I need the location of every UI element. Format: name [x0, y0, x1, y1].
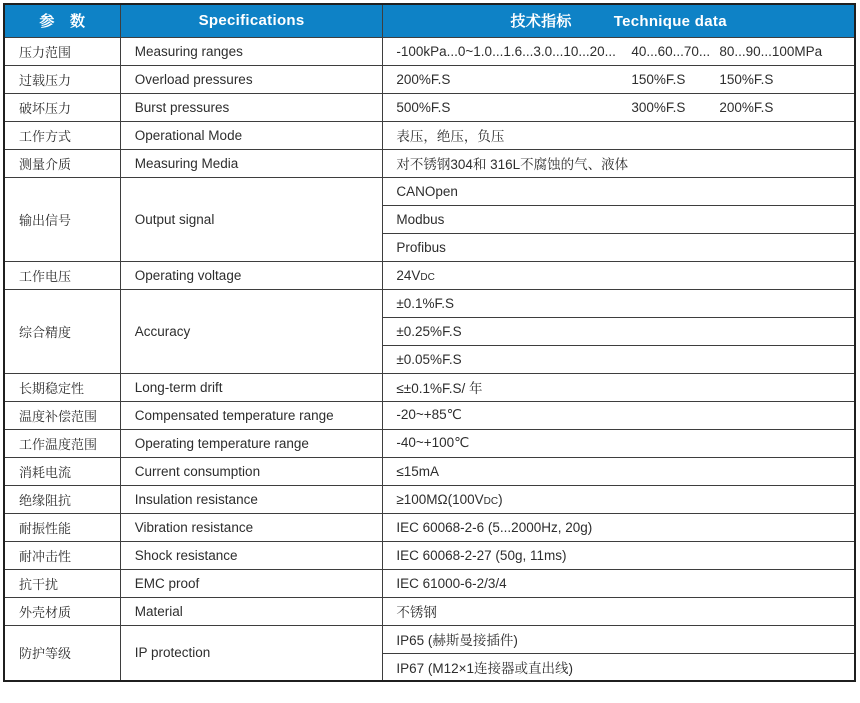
value-cell: IP65 (赫斯曼接插件) — [383, 625, 855, 653]
spec-cell: Compensated temperature range — [120, 401, 383, 429]
param-cell: 工作方式 — [4, 121, 120, 149]
param-cell: 防护等级 — [4, 625, 120, 681]
table-row — [4, 289, 855, 317]
spec-cell: IP protection — [120, 625, 383, 681]
table-row — [4, 429, 855, 457]
header-technique-data — [383, 4, 855, 37]
header-spec: Specifications — [120, 4, 383, 37]
value-cell: ±0.1%F.S — [383, 289, 855, 317]
spec-cell: Overload pressures — [120, 65, 383, 93]
value-segment: 150%F.S — [631, 71, 686, 87]
header-technique-cn: 技术指标 — [510, 13, 572, 31]
table-row — [4, 625, 855, 653]
param-cell: 测量介质 — [4, 149, 120, 177]
spec-cell: Operating voltage — [120, 261, 383, 289]
table-row — [4, 261, 855, 289]
table-row — [4, 485, 855, 513]
spec-cell: Long-term drift — [120, 373, 383, 401]
param-cell: 耐振性能 — [4, 513, 120, 541]
value-cell: ±0.05%F.S — [383, 345, 855, 373]
value-cell: 表压，绝压，负压 — [383, 121, 855, 149]
table-row — [4, 457, 855, 485]
value-cell: ≤±0.1%F.S/ 年 — [383, 373, 855, 401]
value-segment: 150%F.S — [719, 71, 774, 87]
value-cell: ±0.25%F.S — [383, 317, 855, 345]
table-body — [4, 37, 855, 681]
value-cell: IEC 60068-2-6 (5...2000Hz, 20g) — [383, 513, 855, 541]
spec-cell: EMC proof — [120, 569, 383, 597]
value-cell — [383, 485, 855, 513]
value-cell: 对不锈钢304和 316L不腐蚀的气、液体 — [383, 149, 855, 177]
spec-cell: Operating temperature range — [120, 429, 383, 457]
header-technique-en: Technique data — [613, 13, 727, 31]
spec-cell: Measuring Media — [120, 149, 383, 177]
spec-cell: Measuring ranges — [120, 37, 383, 65]
param-cell: 过载压力 — [4, 65, 120, 93]
value-segment: 300%F.S — [631, 99, 686, 115]
param-cell: 工作电压 — [4, 261, 120, 289]
value-cell: ≤15mA — [383, 457, 855, 485]
table-row — [4, 149, 855, 177]
value-cell: -40~+100℃ — [383, 429, 855, 457]
value-cell — [383, 261, 855, 289]
value-cell: Modbus — [383, 205, 855, 233]
spec-cell: Vibration resistance — [120, 513, 383, 541]
table-row — [4, 93, 855, 121]
value-cell: -20~+85℃ — [383, 401, 855, 429]
param-cell: 外壳材质 — [4, 597, 120, 625]
value-segment: 80...90...100MPa — [719, 43, 823, 59]
param-cell: 综合精度 — [4, 289, 120, 373]
param-cell: 长期稳定性 — [4, 373, 120, 401]
table-row — [4, 121, 855, 149]
value-cell: CANOpen — [383, 177, 855, 205]
param-cell: 绝缘阻抗 — [4, 485, 120, 513]
table-row — [4, 37, 855, 65]
specifications-table — [3, 3, 856, 682]
param-cell: 输出信号 — [4, 177, 120, 261]
spec-cell: Material — [120, 597, 383, 625]
table-row — [4, 541, 855, 569]
spec-cell: Output signal — [120, 177, 383, 261]
value-segment: 500%F.S — [396, 99, 451, 115]
value-segment: -100kPa...0~1.0...1.6...3.0...10...20... — [396, 43, 616, 59]
value-cell — [383, 93, 855, 121]
value-subscript: DC — [483, 495, 499, 507]
param-cell: 压力范围 — [4, 37, 120, 65]
value-cell: IEC 60068-2-27 (50g, 11ms) — [383, 541, 855, 569]
table-row — [4, 569, 855, 597]
spec-cell: Accuracy — [120, 289, 383, 373]
value-cell — [383, 65, 855, 93]
value-segment: 40...60...70... — [631, 43, 711, 59]
value-segment: 200%F.S — [719, 99, 774, 115]
param-cell: 破坏压力 — [4, 93, 120, 121]
spec-cell: Current consumption — [120, 457, 383, 485]
header-row — [4, 4, 855, 37]
param-cell: 温度补偿范围 — [4, 401, 120, 429]
value-cell: IP67 (M12×1连接器或直出线) — [383, 653, 855, 681]
spec-cell: Operational Mode — [120, 121, 383, 149]
table-row — [4, 65, 855, 93]
table-row — [4, 373, 855, 401]
spec-cell: Burst pressures — [120, 93, 383, 121]
table-row — [4, 597, 855, 625]
param-cell: 工作温度范围 — [4, 429, 120, 457]
value-cell: Profibus — [383, 233, 855, 261]
param-cell: 消耗电流 — [4, 457, 120, 485]
table-row — [4, 177, 855, 205]
value-subscript: DC — [420, 271, 435, 283]
param-cell: 抗干扰 — [4, 569, 120, 597]
param-cell: 耐冲击性 — [4, 541, 120, 569]
spec-cell: Insulation resistance — [120, 485, 383, 513]
value-cell: 不锈钢 — [383, 597, 855, 625]
value-text: ) — [498, 491, 503, 507]
value-segment: 200%F.S — [396, 71, 451, 87]
value-text: 24V — [396, 267, 421, 283]
table-row — [4, 401, 855, 429]
table-row — [4, 513, 855, 541]
spec-cell: Shock resistance — [120, 541, 383, 569]
value-text: ≥100MΩ(100V — [396, 491, 484, 507]
value-cell — [383, 37, 855, 65]
table-header — [4, 4, 855, 37]
header-param: 参 数 — [4, 4, 120, 37]
value-cell: IEC 61000-6-2/3/4 — [383, 569, 855, 597]
